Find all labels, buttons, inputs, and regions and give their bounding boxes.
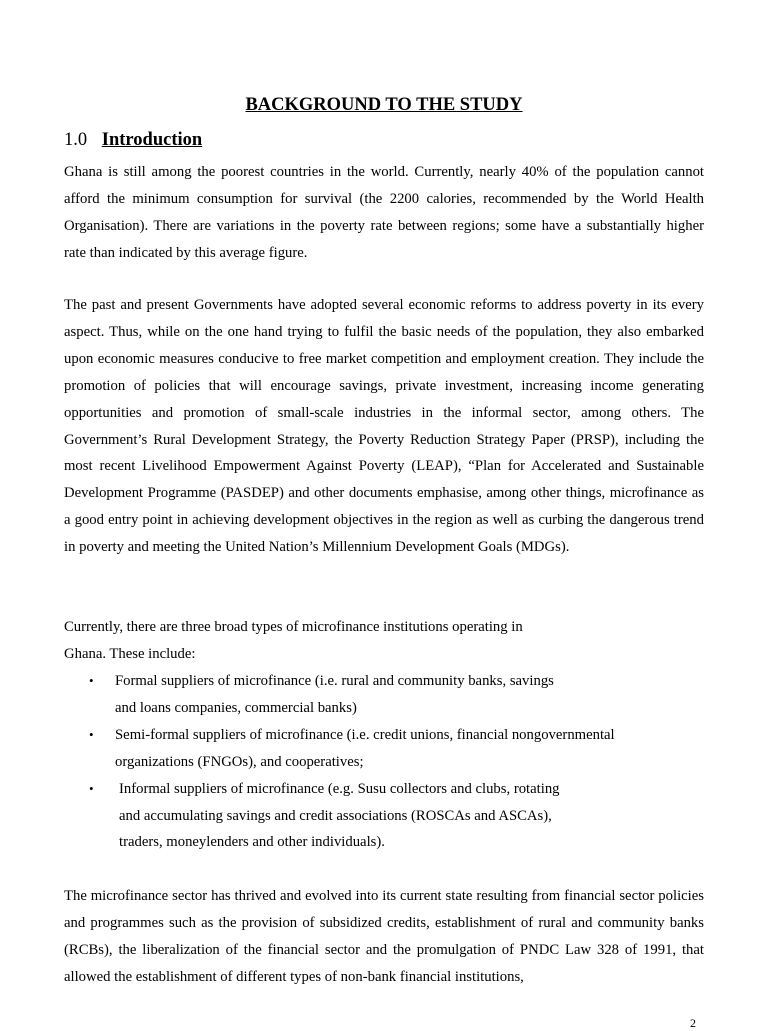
list-item-line: Semi-formal suppliers of microfinance (i.e. credit unions, financial nongovernmental (115, 726, 615, 743)
page-number: 2 (690, 1016, 696, 1030)
bullet-icon: • (89, 726, 94, 742)
list-item-formal-suppliers (0, 668, 768, 722)
list-item-line: organizations (FNGOs), and cooperatives; (115, 753, 364, 770)
list-item-line: and accumulating savings and credit associations (ROSCAs and ASCAs), (119, 807, 552, 824)
bullet-icon: • (89, 780, 94, 796)
list-item-text (115, 668, 704, 722)
list-item-semi-formal-suppliers (0, 722, 768, 776)
list-intro (64, 614, 523, 668)
list-item-line: Formal suppliers of microfinance (i.e. rural and community banks, savings (115, 673, 554, 689)
list-item-informal-suppliers (0, 776, 768, 857)
paragraph-sector-evolution: The microfinance sector has thrived and evolved into its current state resulting from financial sector policies and programmes such as the provision of subsidized credits, establishment of rural and community banks (RCBs), the liberalization of the financial sector and the promulgation of PNDC Law 328 of 1991, that allowed the establishment of different types of non-bank financial institutions, (64, 888, 704, 985)
institution-types-list (0, 668, 768, 856)
list-item-line: and loans companies, commercial banks) (115, 699, 357, 716)
bullet-icon: • (89, 673, 94, 688)
list-intro-line: Ghana. These include: (64, 645, 196, 662)
list-item-line: traders, moneylenders and other individuals). (119, 834, 385, 851)
paragraph-poverty-overview: Ghana is still among the poorest countries in the world. Currently, nearly 40% of the population cannot afford the minimum consumption for survival (the 2200 calories, recommended by the World Health Organisation). There are variations in the poverty rate between regions; some have a substantially higher rate than indicated by this average figure. (64, 164, 704, 261)
section-heading (64, 128, 202, 152)
list-item-line: Informal suppliers of microfinance (e.g. Susu collectors and clubs, rotating (119, 780, 560, 797)
list-intro-line: Currently, there are three broad types of microfinance institutions operating in (64, 619, 523, 635)
document-title: BACKGROUND TO THE STUDY (245, 95, 523, 115)
section-title: Introduction (101, 130, 203, 150)
list-item-text (119, 776, 708, 857)
paragraph-government-reforms: The past and present Governments have adopted several economic reforms to address poverty in its every aspect. Thus, while on the one hand trying to fulfil the basic needs of the population, they also embarked upon economic measures conducive to free market competition and employment creation. They include the promotion of policies that will encourage savings, private investment, increasing income generating opportunities and promotion of small-scale industries in the informal sector, among others. The Government’s Rural Development Strategy, the Poverty Reduction Strategy Paper (PRSP), including the most recent Livelihood Empowerment Against Poverty (LEAP), “Plan for Accelerated and Sustainable Development Programme (PASDEP) and other documents emphasise, among other things, microfinance as a good entry point in achieving development objectives in the region as well as curbing the dangerous trend in poverty and meeting the United Nation’s Millennium Development Goals (MDGs). (64, 297, 704, 556)
section-number: 1.0 (64, 130, 88, 150)
list-item-text (115, 722, 704, 776)
